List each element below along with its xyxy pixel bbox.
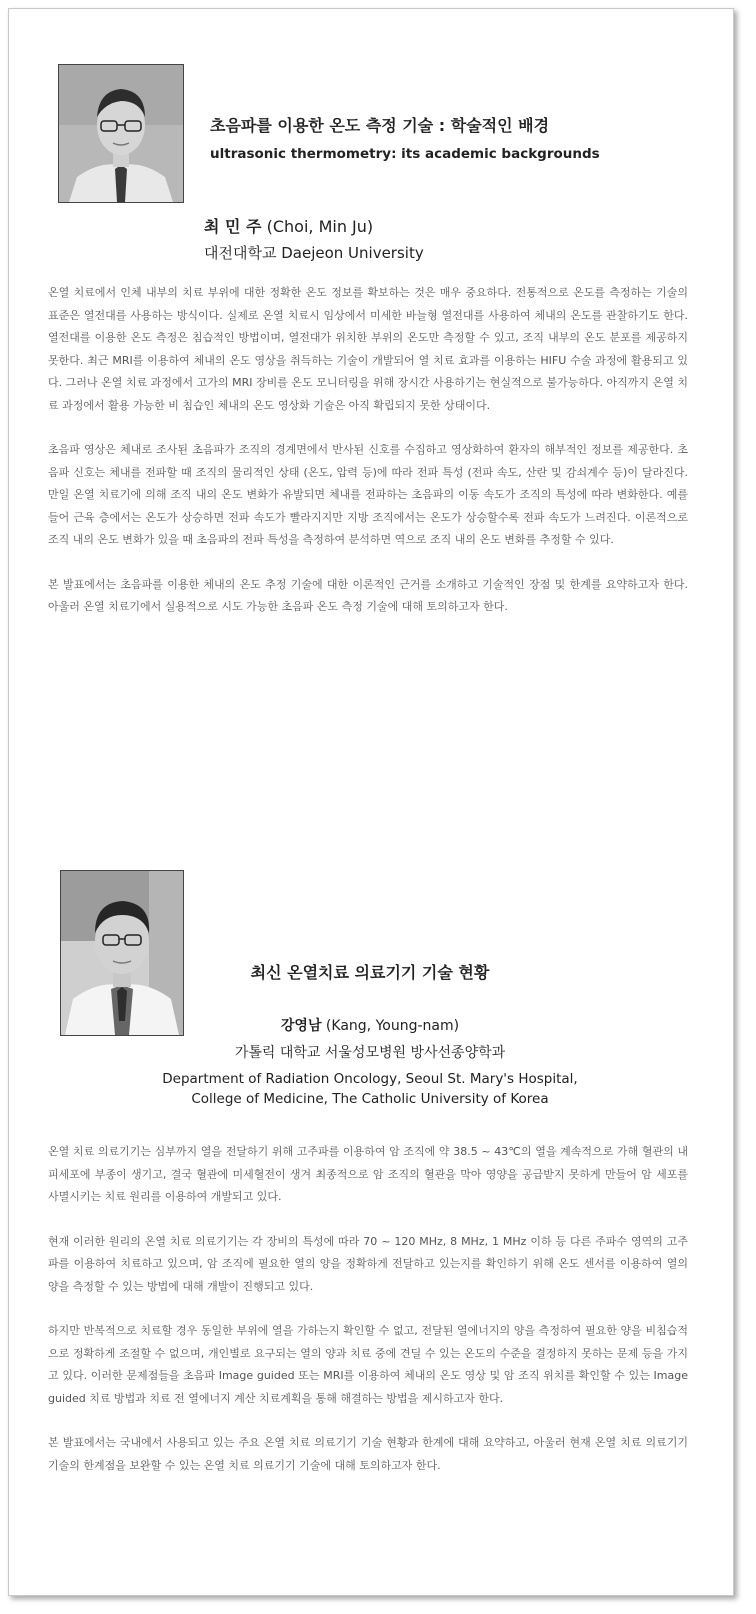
talk1-author	[204, 214, 373, 237]
talk1-paragraph-2: 초음파 영상은 체내로 조사된 초음파가 조직의 경계면에서 반사된 신호를 수집하고 영상화하여 환자의 해부적인 정보를 제공한다. 초음파 신호는 체내를 전파할 때 조직의 물리적인 상태 (온도, 압력 등)에 따라 전파 특성 (전파 속도, 산란 및 감쇠계수 등)이 달라진다. 만일 온열 치료기에 의해 조직 내의 온도 변화가 유발되면 체내를 전파하는 초음파의 이동 속도가 조직의 특성에 따라 변화한다. 예를 들어 근육 층에서는 온도가 상승하면 전파 속도가 빨라지지만 지방 조직에서는 온도가 상승할수록 전파 속도가 느려진다. 이론적으로 조직 내의 온도 변화가 있을 때 초음파의 전파 특성을 측정하여 분석하면 역으로 조직 내의 온도 변화를 추정할 수 있다.	[48, 443, 688, 546]
talk2-paragraph-4: 본 발표에서는 국내에서 사용되고 있는 주요 온열 치료 의료기기 기술 현황과 한계에 대해 요약하고, 아울러 현재 온열 치료 의료기기 기술의 한계점을 보완할 수 있는 온열 치료 의료기기 기술에 대해 토의하고자 한다.	[48, 1436, 688, 1472]
talk2-paragraph-2: 현재 이러한 원리의 온열 치료 의료기기는 각 장비의 특성에 따라 70 ~ 120 MHz, 8 MHz, 1 MHz 이하 등 다른 주파수 영역의 고주파를 이용하여 치료하고 있으며, 암 조직에 필요한 열의 양을 정확하게 전달하고 있는지를 확인하기 위해 온도 센서를 이용하여 열의 양을 측정할 수 있는 방법에 대해 개발이 진행되고 있다.	[48, 1234, 688, 1293]
talk1-title-korean: 초음파를 이용한 온도 측정 기술 : 학술적인 배경	[210, 116, 550, 135]
talk2-author-name: 강영남	[280, 1018, 322, 1034]
talk2-paragraph-3: 하지만 반복적으로 치료할 경우 동일한 부위에 열을 가하는지 확인할 수 없고, 전달된 열에너지의 양을 측정하여 필요한 양을 비침습적으로 정확하게 조절할 수 없으며, 개인별로 요구되는 열의 양과 치료 중에 견딜 수 있는 온도의 수준을 결정하지 못하는 문제 등을 가지고 있다. 이러한 문제점들을 초음파 Image guided 또는 MRI를 이용하여 체내의 온도 영상 및 암 조직 위치를 확인할 수 있는 Image guided 치료 방법과 치료 전 열에너지 계산 치료계획을 통해 해결하는 방법을 제시하고자 한다.	[48, 1324, 688, 1405]
talk2-paragraph-1: 온열 치료 의료기기는 심부까지 열을 전달하기 위해 고주파를 이용하여 암 조직에 약 38.5 ~ 43℃의 열을 계속적으로 가해 혈관의 내피세포에 부종이 생기고, 결국 혈관에 미세혈전이 생겨 최종적으로 암 조직의 혈관을 막아 영양을 공급받지 못하게 만들어 암 세포를 사멸시키는 치료 원리를 이용하여 개발되고 있다.	[48, 1145, 688, 1203]
talk1-affiliation: 대전대학교 Daejeon University	[204, 244, 424, 262]
talk2-affiliation-korean: 가톨릭 대학교 서울성모병원 방사선종양학과	[234, 1045, 506, 1061]
talk1-abstract	[48, 282, 688, 619]
talk1-author-roman: (Choi, Min Ju)	[261, 217, 374, 236]
talk1-paragraph-1: 온열 치료에서 인체 내부의 치료 부위에 대한 정확한 온도 정보를 확보하는 것은 매우 중요하다. 전통적으로 온도를 측정하는 기술의 표준은 열전대를 사용하는 방식이다. 실제로 온열 치료시 임상에서 미세한 바늘형 열전대를 사용하여 체내의 온도를 관찰하기도 한다. 열전대를 이용한 온도 측정은 침습적인 방법이며, 열전대가 위치한 부위의 온도만 측정할 수 있고, 조직 내부의 온도 분포를 제공하지 못한다. 최근 MRI를 이용하여 체내의 온도 영상을 취득하는 기술이 개발되어 열 치료 효과를 이용하는 HIFU 수술 과정에 활용되고 있다. 그러나 온열 치료 과정에서 고가의 MRI 장비를 온도 모니터링을 위해 장시간 사용하기는 현실적으로 불가능하다. 아직까지 온열 치료 과정에서 활용 가능한 비 침습인 체내의 온도 영상화 기술은 아직 확립되지 못한 상태이다.	[48, 286, 688, 412]
talk2-author	[200, 1015, 540, 1035]
speaker-photo-choi	[58, 64, 184, 203]
talk1-title-english: ultrasonic thermometry: its academic backgrounds	[210, 146, 600, 162]
speaker-photo-kang	[60, 870, 184, 1036]
talk2-title-korean: 최신 온열치료 의료기기 기술 현황	[250, 963, 490, 982]
talk2-affiliation-english-2: College of Medicine, The Catholic University of Korea	[191, 1091, 549, 1107]
talk2-author-roman: (Kang, Young-nam)	[321, 1018, 460, 1034]
talk2-abstract	[48, 1141, 688, 1477]
talk1-author-name: 최 민 주	[204, 217, 262, 236]
talk1-paragraph-3: 본 발표에서는 초음파를 이용한 체내의 온도 추정 기술에 대한 이론적인 근거를 소개하고 기술적인 장점 및 한계를 요약하고자 한다. 아울러 온열 치료기에서 실용적으로 시도 가능한 초음파 온도 측정 기술에 대해 토의하고자 한다.	[48, 577, 688, 613]
talk2-affiliation-english-1: Department of Radiation Oncology, Seoul St. Mary's Hospital,	[162, 1071, 578, 1087]
